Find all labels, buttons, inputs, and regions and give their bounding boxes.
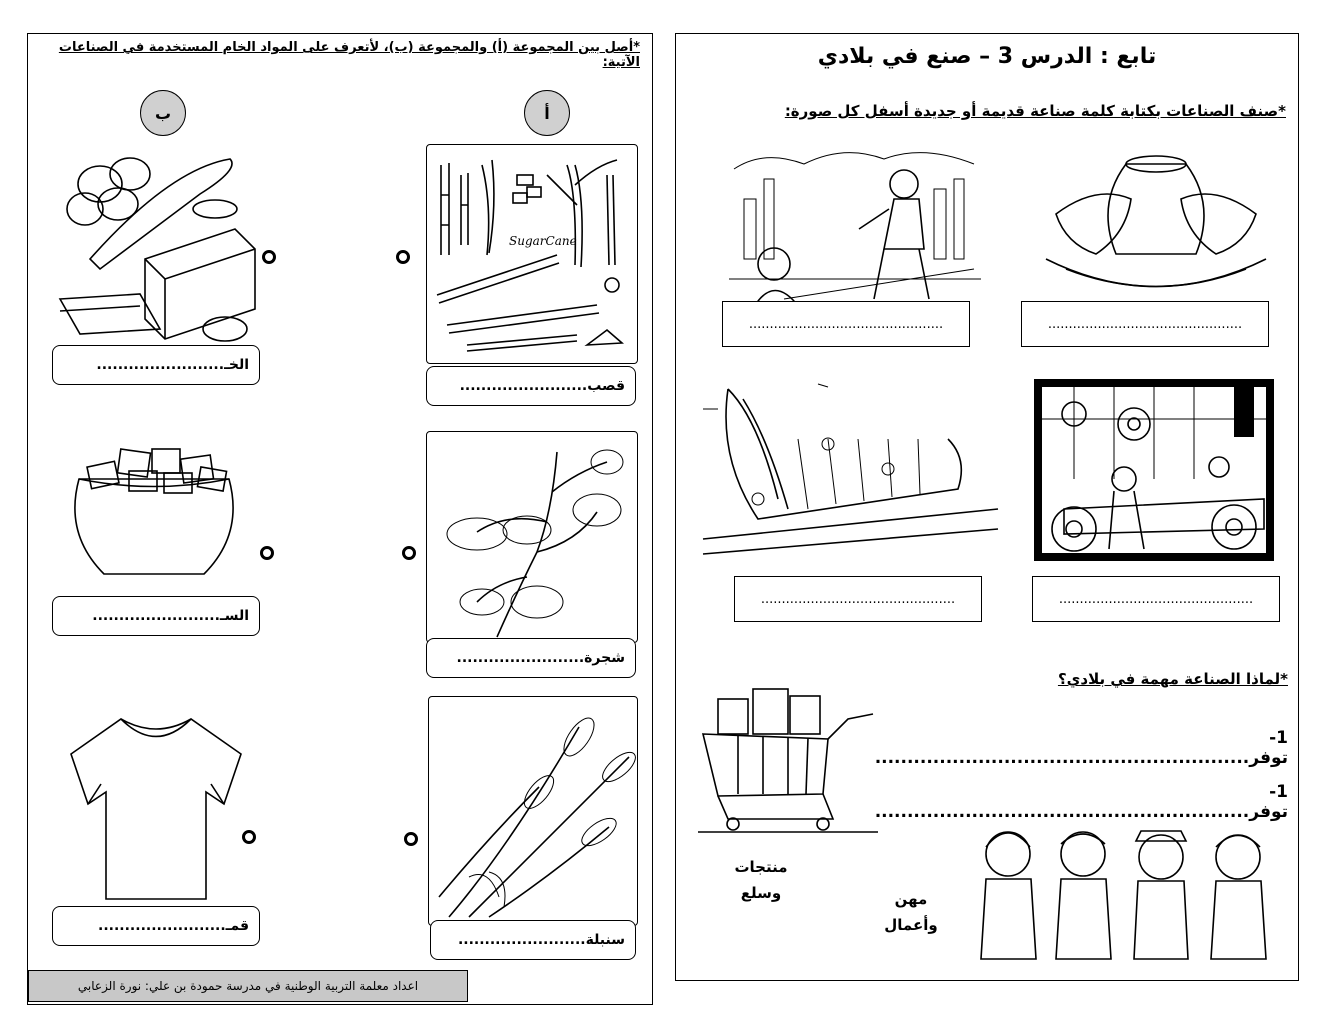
right-worksheet-panel (675, 33, 1299, 981)
group-a-badge: أ (524, 90, 570, 136)
jobs-caption-line-1: مهن (894, 890, 928, 908)
answer-line-2[interactable]: 1- توفر.......................................................... (874, 782, 1288, 822)
matching-instruction: *أصل بين المجموعة (أ) والمجموعة (ب)، لأتعرف على المواد الخام المستخدمة في الصناعات الآتية: (58, 40, 640, 70)
cotton-tree-label[interactable]: شجرة........................ (426, 638, 636, 678)
author-footer: اعداد معلمة التربية الوطنية في مدرسة حمودة بن علي: نورة الزعابي (28, 970, 468, 1002)
jobs-caption-line-2: وأعمال (884, 916, 938, 934)
factory-welder-image (724, 139, 986, 307)
sugarcane-label[interactable]: قصب........................ (426, 366, 636, 406)
sugar-bowl-image (64, 439, 254, 589)
lesson-title: تابع : الدرس 3 – صنع في بلادي (817, 44, 1157, 69)
boat-answer[interactable]: ............................................... (734, 576, 982, 622)
shopping-cart-image (698, 684, 883, 834)
jobs-caption (866, 886, 956, 938)
left-worksheet-panel (27, 33, 653, 1005)
wheat-label[interactable]: سنبلة........................ (430, 920, 636, 960)
tshirt-image (66, 714, 246, 904)
welder-answer[interactable]: ............................................... (722, 301, 970, 347)
sugarcane-caption: SugarCane (509, 234, 577, 248)
pottery-image (1036, 144, 1276, 304)
importance-question: *لماذا الصناعة مهمة في بلادي؟ (1057, 670, 1288, 688)
pottery-answer[interactable]: ............................................... (1021, 301, 1269, 347)
sugar-label[interactable]: السـ........................ (52, 596, 260, 636)
car-factory-answer[interactable]: ............................................... (1032, 576, 1280, 622)
shirt-label[interactable]: قمـ........................ (52, 906, 260, 946)
match-dot-a2[interactable] (402, 546, 416, 560)
answer-line-1[interactable]: 1- توفر.......................................................... (874, 728, 1288, 768)
bread-image (50, 149, 260, 349)
products-caption-line-1: منتجات (734, 858, 788, 876)
car-factory-image (1034, 379, 1274, 561)
products-caption-line-2: وسلع (740, 884, 782, 902)
products-caption (706, 854, 816, 906)
match-dot-a1[interactable] (396, 250, 410, 264)
match-dot-a3[interactable] (404, 832, 418, 846)
wheat-image (428, 696, 638, 926)
match-dot-b2[interactable] (260, 546, 274, 560)
boat-building-image (698, 379, 1000, 567)
sugarcane-image (426, 144, 638, 364)
bread-label[interactable]: الخـ........................ (52, 345, 260, 385)
classify-instruction: *صنف الصناعات بكتابة كلمة صناعة قديمة أو جديدة أسفل كل صورة: (784, 102, 1286, 120)
group-b-badge: ب (140, 90, 186, 136)
match-dot-b1[interactable] (262, 250, 276, 264)
workers-image (966, 819, 1281, 964)
cotton-branch-image (426, 431, 638, 643)
